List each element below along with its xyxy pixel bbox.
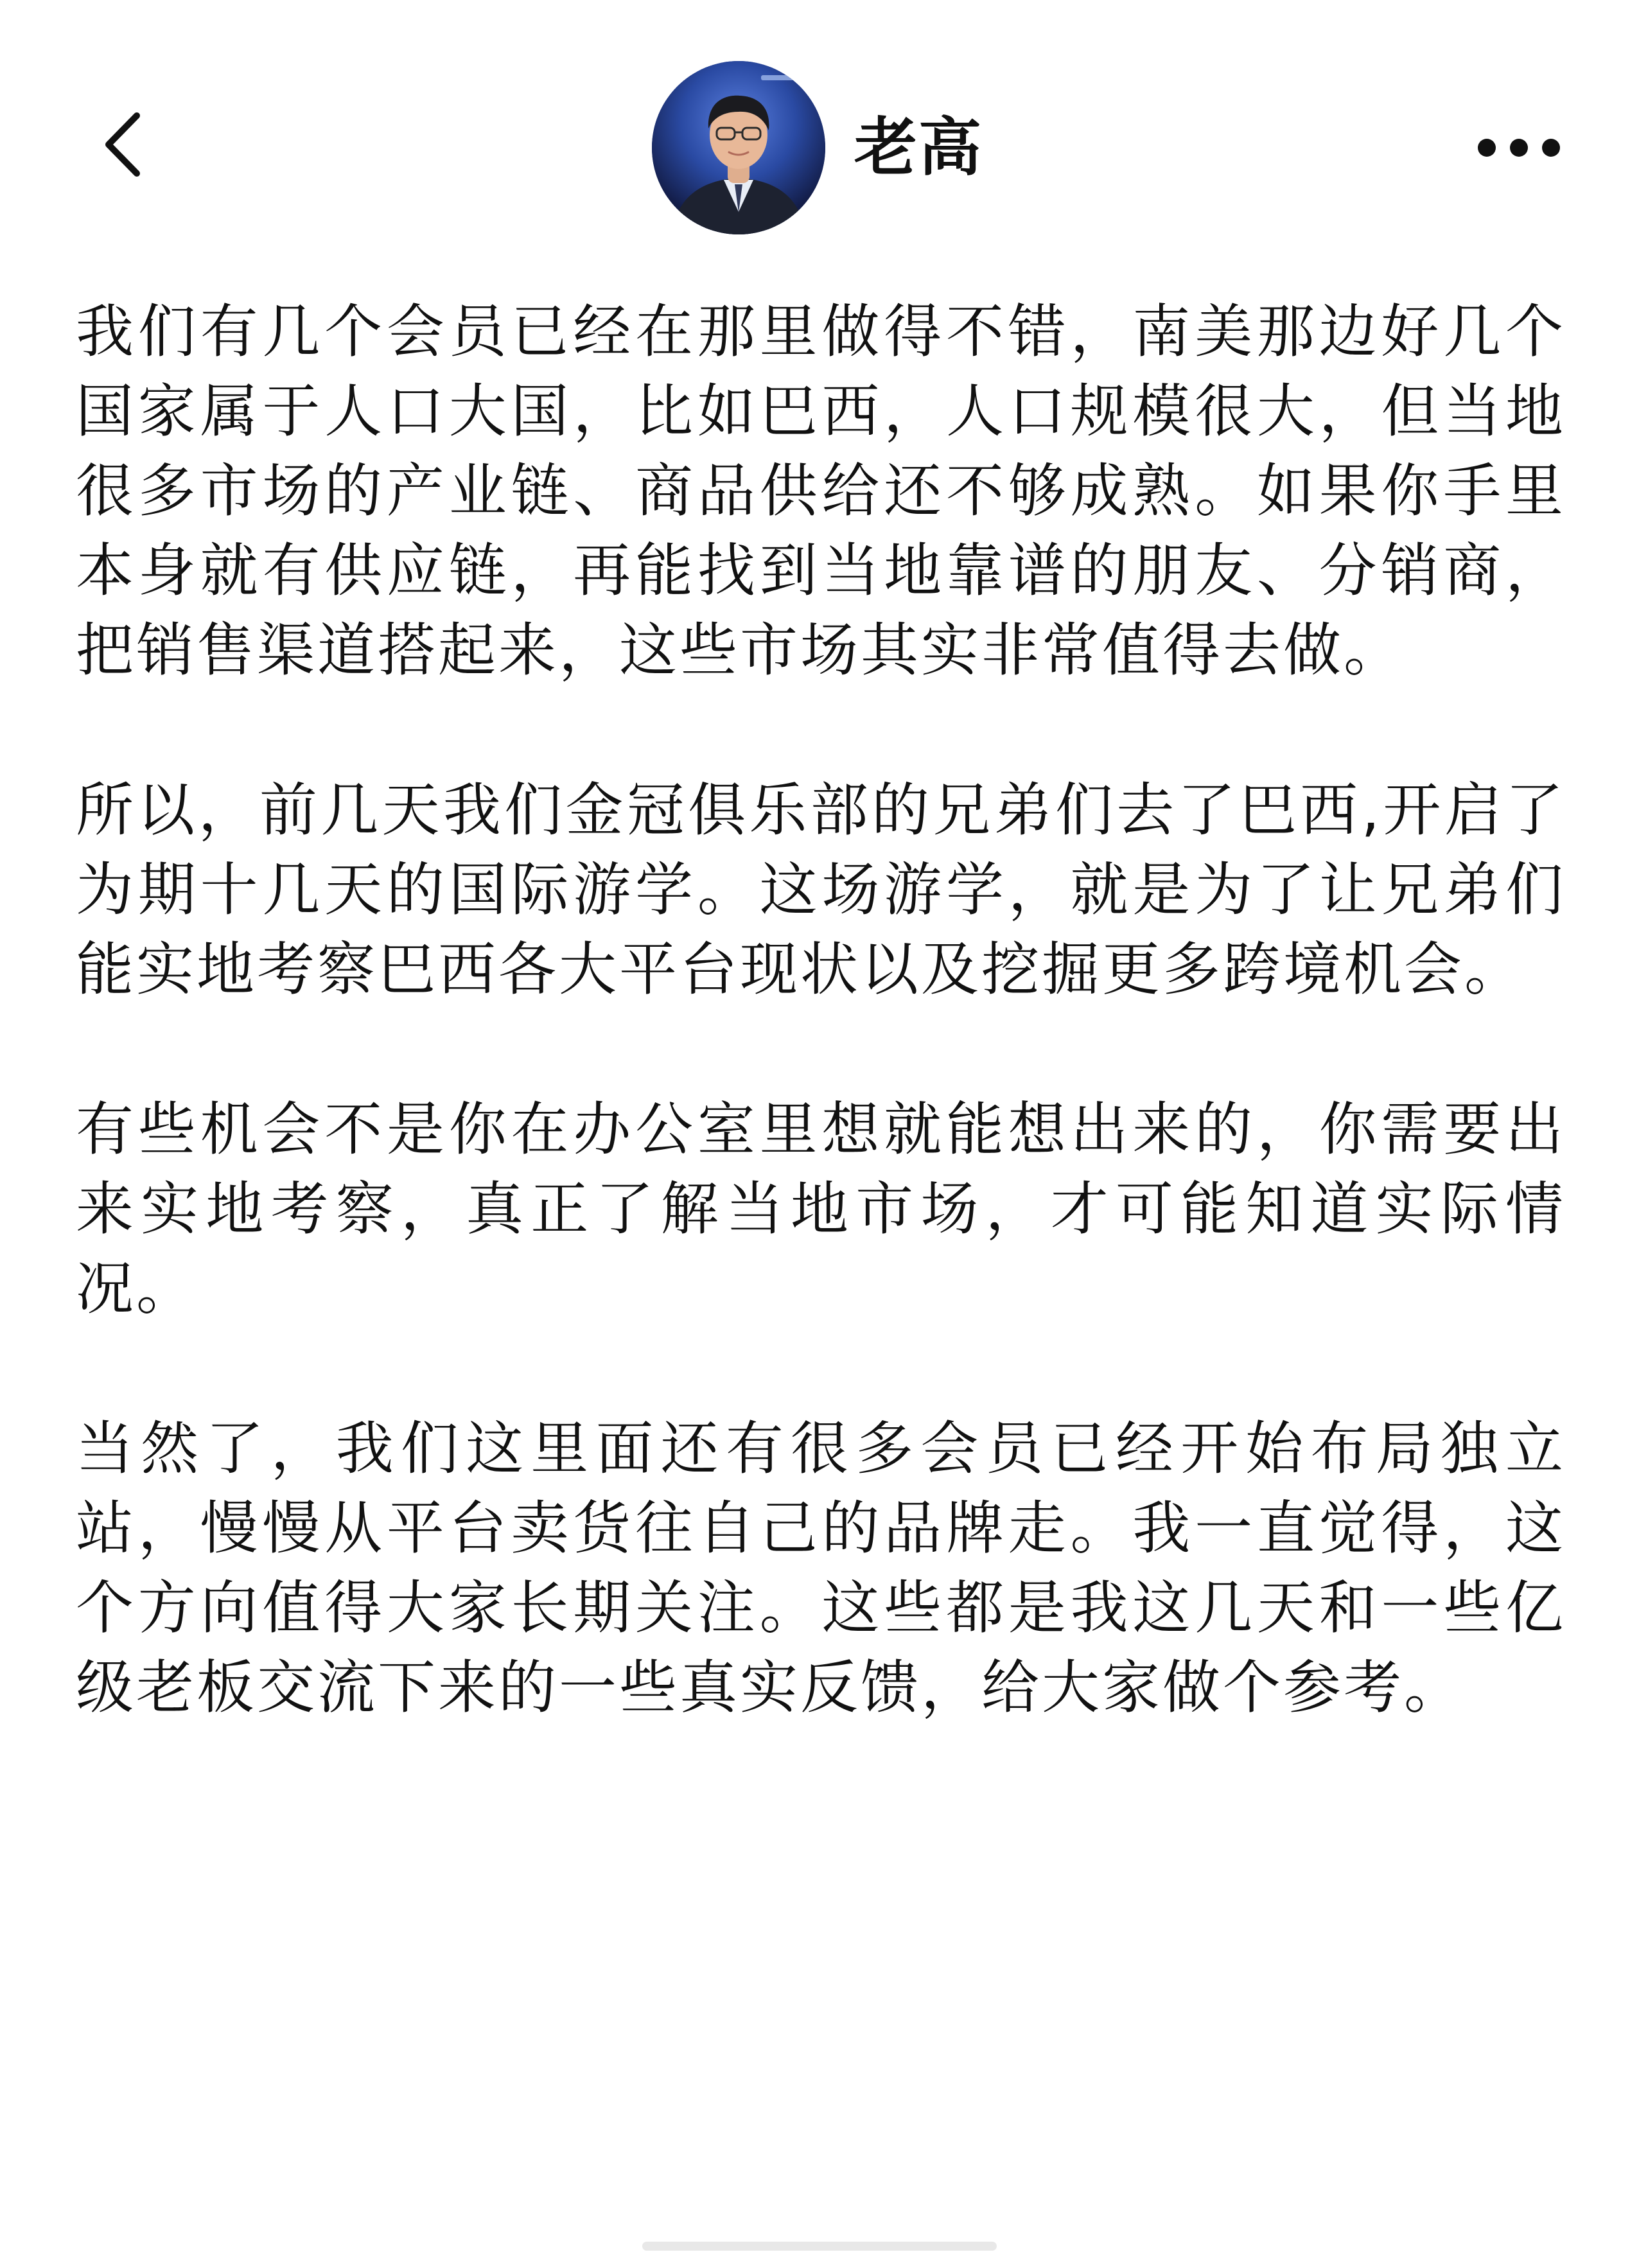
- home-indicator: [642, 2242, 997, 2251]
- author-name[interactable]: 老高: [854, 111, 983, 184]
- top-bar: [0, 0, 1639, 244]
- post-paragraph: 所以，前几天我们金冠俱乐部的兄弟们去了巴西,开启了为期十几天的国际游学。这场游学，就是为了让兄弟们能实地考察巴西各大平台现状以及挖掘更多跨境机会。: [76, 777, 1566, 1003]
- post-paragraph: 我们有几个会员已经在那里做得不错，南美那边好几个国家属于人口大国，比如巴西，人口规模很大，但当地很多市场的产业链、商品供给还不够成熟。如果你手里本身就有供应链，再能找到当地靠谱的朋友、分销商，把销售渠道搭起来，这些市场其实非常值得去做。: [76, 298, 1566, 684]
- user-avatar-icon: [652, 61, 825, 234]
- post-content: [76, 292, 1566, 1808]
- more-button[interactable]: [1464, 116, 1573, 180]
- avatar[interactable]: [652, 61, 825, 234]
- back-button[interactable]: [83, 106, 161, 183]
- more-horizontal-icon: [1474, 135, 1564, 161]
- post-paragraph: 有些机会不是你在办公室里想就能想出来的，你需要出来实地考察，真正了解当地市场，才可能知道实际情况。: [76, 1096, 1566, 1323]
- post-paragraph: 当然了，我们这里面还有很多会员已经开始布局独立站，慢慢从平台卖货往自己的品牌走。我一直觉得，这个方向值得大家长期关注。这些都是我这几天和一些亿级老板交流下来的一些真实反馈，给大家做个参考。: [76, 1415, 1566, 1721]
- chevron-left-icon: [100, 109, 145, 180]
